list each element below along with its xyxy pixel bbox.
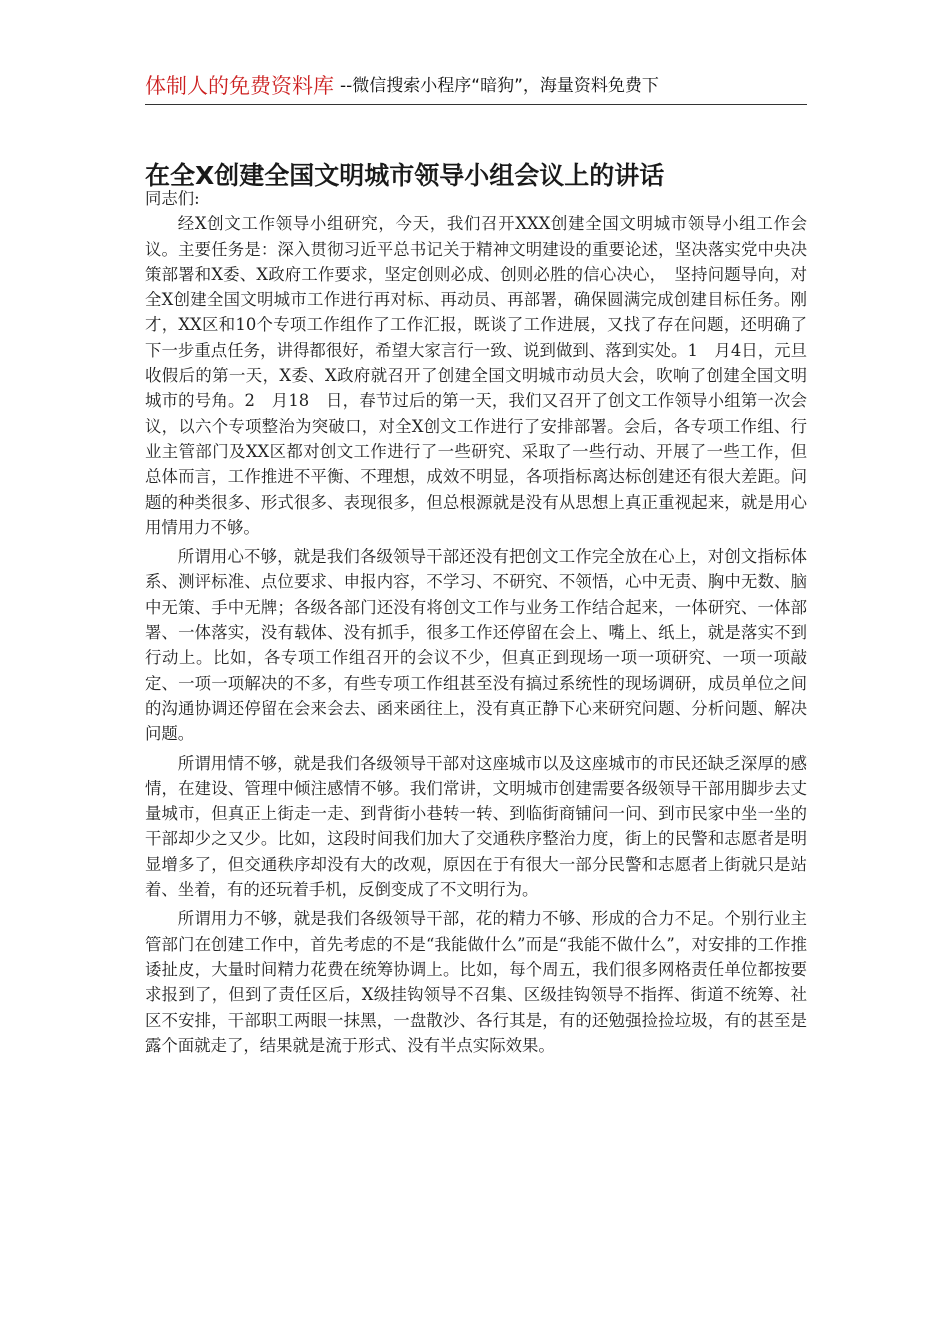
document-title: 在全X创建全国文明城市领导小组会议上的讲话 [145, 161, 665, 190]
paragraph-1: 经X创文工作领导小组研究，今天，我们召开XXX创建全国文明城市领导小组工作会议。主要任务是：深入贯彻习近平总书记关于精神文明建设的重要论述，坚决落实党中央决策部署和X委、X政府工作要求，坚定创则必成、创则必胜的信心决心， 坚持问题导向，对全X创建全国文明城市工作进行再对标、再动员、再部署，确保圆满完成创建目标任务。刚才，XX区和10个专项工作组作了工作汇报，既谈了工作进展，又找了存在问题，还明确了下一步重点任务，讲得都很好，希望大家言行一致、说到做到、落到实处。1 月4日，元旦收假后的第一天，X委、X政府就召开了创建全国文明城市动员大会，吹响了创建全国文明城市的号角。2 月18 日，春节过后的第一天，我们又召开了创文工作领导小组第一次会议，以六个专项整治为突破口，对全X创文工作进行了安排部署。会后，各专项工作组、行业主管部门及XX区都对创文工作进行了一些研究、采取了一些行动、开展了一些工作，但总体而言，工作推进不平衡、不理想，成效不明显，各项指标离达标创建还有很大差距。问题的种类很多、形式很多、表现很多，但总根源就是没有从思想上真正重视起来，就是用心用情用力不够。 [145, 214, 807, 537]
header-brand: 体制人的免费资料库 [145, 74, 334, 98]
page-header [145, 70, 807, 105]
paragraph-2: 所谓用心不够，就是我们各级领导干部还没有把创文工作完全放在心上，对创文指标体系、测评标准、点位要求、申报内容，不学习、不研究、不领悟，心中无责、胸中无数、脑中无策、手中无牌；各级各部门还没有将创文工作与业务工作结合起来，一体研究、一体部署、一体落实，没有载体、没有抓手，很多工作还停留在会上、嘴上、纸上，就是落实不到行动上。比如，各专项工作组召开的会议不少，但真正到现场一项一项研究、一项一项敲定、一项一项解决的不多，有些专项工作组甚至没有搞过系统性的现场调研，成员单位之间的沟通协调还停留在会来会去、函来函往上，没有真正静下心来研究问题、分析问题、解决问题。 [145, 547, 807, 744]
salutation: 同志们: [145, 189, 200, 208]
paragraph-4: 所谓用力不够，就是我们各级领导干部，花的精力不够、形成的合力不足。个别行业主管部门在创建工作中，首先考虑的不是“我能做什么”而是“我能不做什么”，对安排的工作推诿扯皮，大量时间精力花费在统筹协调上。比如，每个周五，我们很多网格责任单位都按要求报到了，但到了责任区后，X级挂钩领导不召集、区级挂钩领导不指挥、街道不统筹、社区不安排，干部职工两眼一抹黑，一盘散沙、各行其是，有的还勉强捡捡垃圾，有的甚至是露个面就走了，结果就是流于形式、没有半点实际效果。 [145, 909, 807, 1055]
paragraph-3: 所谓用情不够，就是我们各级领导干部对这座城市以及这座城市的市民还缺乏深厚的感情，在建设、管理中倾注感情不够。我们常讲，文明城市创建需要各级领导干部用脚步去丈量城市，但真正上街走一走、到背街小巷转一转、到临街商铺问一问、到市民家中坐一坐的干部却少之又少。比如，这段时间我们加大了交通秩序整治力度，街上的民警和志愿者是明显增多了，但交通秩序却没有大的改观，原因在于有很大一部分民警和志愿者上街就只是站着、坐着，有的还玩着手机，反倒变成了不文明行为。 [145, 753, 807, 900]
document-body [145, 186, 807, 1058]
header-tagline: --微信搜索小程序“暗狗”，海量资料免费下 [340, 76, 659, 96]
